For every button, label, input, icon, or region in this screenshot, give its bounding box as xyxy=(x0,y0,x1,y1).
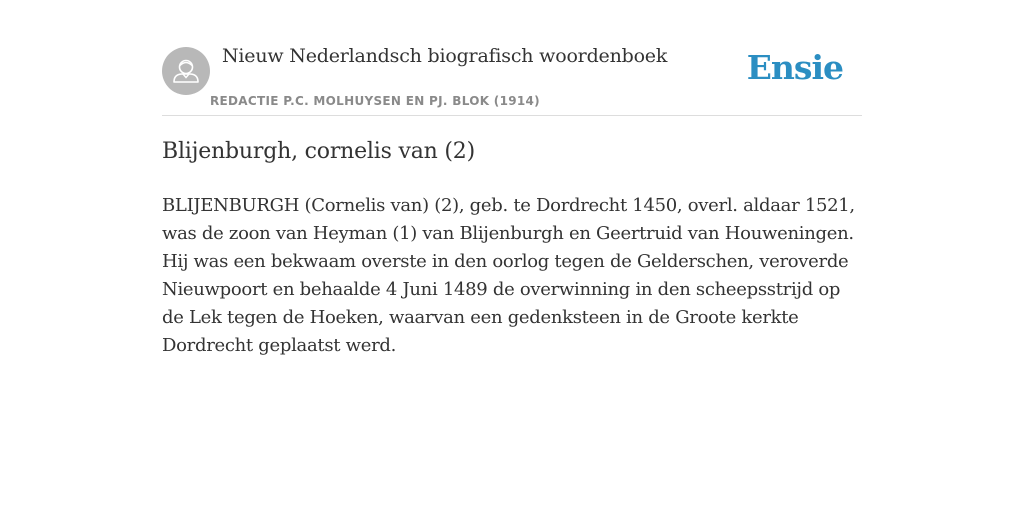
source-subtitle: REDACTIE P.C. MOLHUYSEN EN PJ. BLOK (1914) xyxy=(210,94,540,108)
entry-title: Blijenburgh, cornelis van (2) xyxy=(162,139,475,164)
source-header xyxy=(162,40,862,116)
entry-body: BLIJENBURGH (Cornelis van) (2), geb. te Dordrecht 1450, overl. aldaar 1521, was de zoon van Heyman (1) van Blijenburgh en Geertruid van Houweningen. Hij was een bekwaam overste in den oorlog tegen de Gelderschen, veroverde Nieuwpoort en behaalde 4 Juni 1489 de overwinning in den scheepsstrijd op de Lek tegen de Hoeken, waarvan een gedenksteen in de Groote kerkte Dordrecht geplaatst werd. xyxy=(162,195,855,356)
user-placeholder-icon xyxy=(162,47,210,95)
source-title[interactable]: Nieuw Nederlandsch biografisch woordenboek xyxy=(222,45,668,67)
ensie-logo[interactable]: Ensie xyxy=(746,48,843,87)
